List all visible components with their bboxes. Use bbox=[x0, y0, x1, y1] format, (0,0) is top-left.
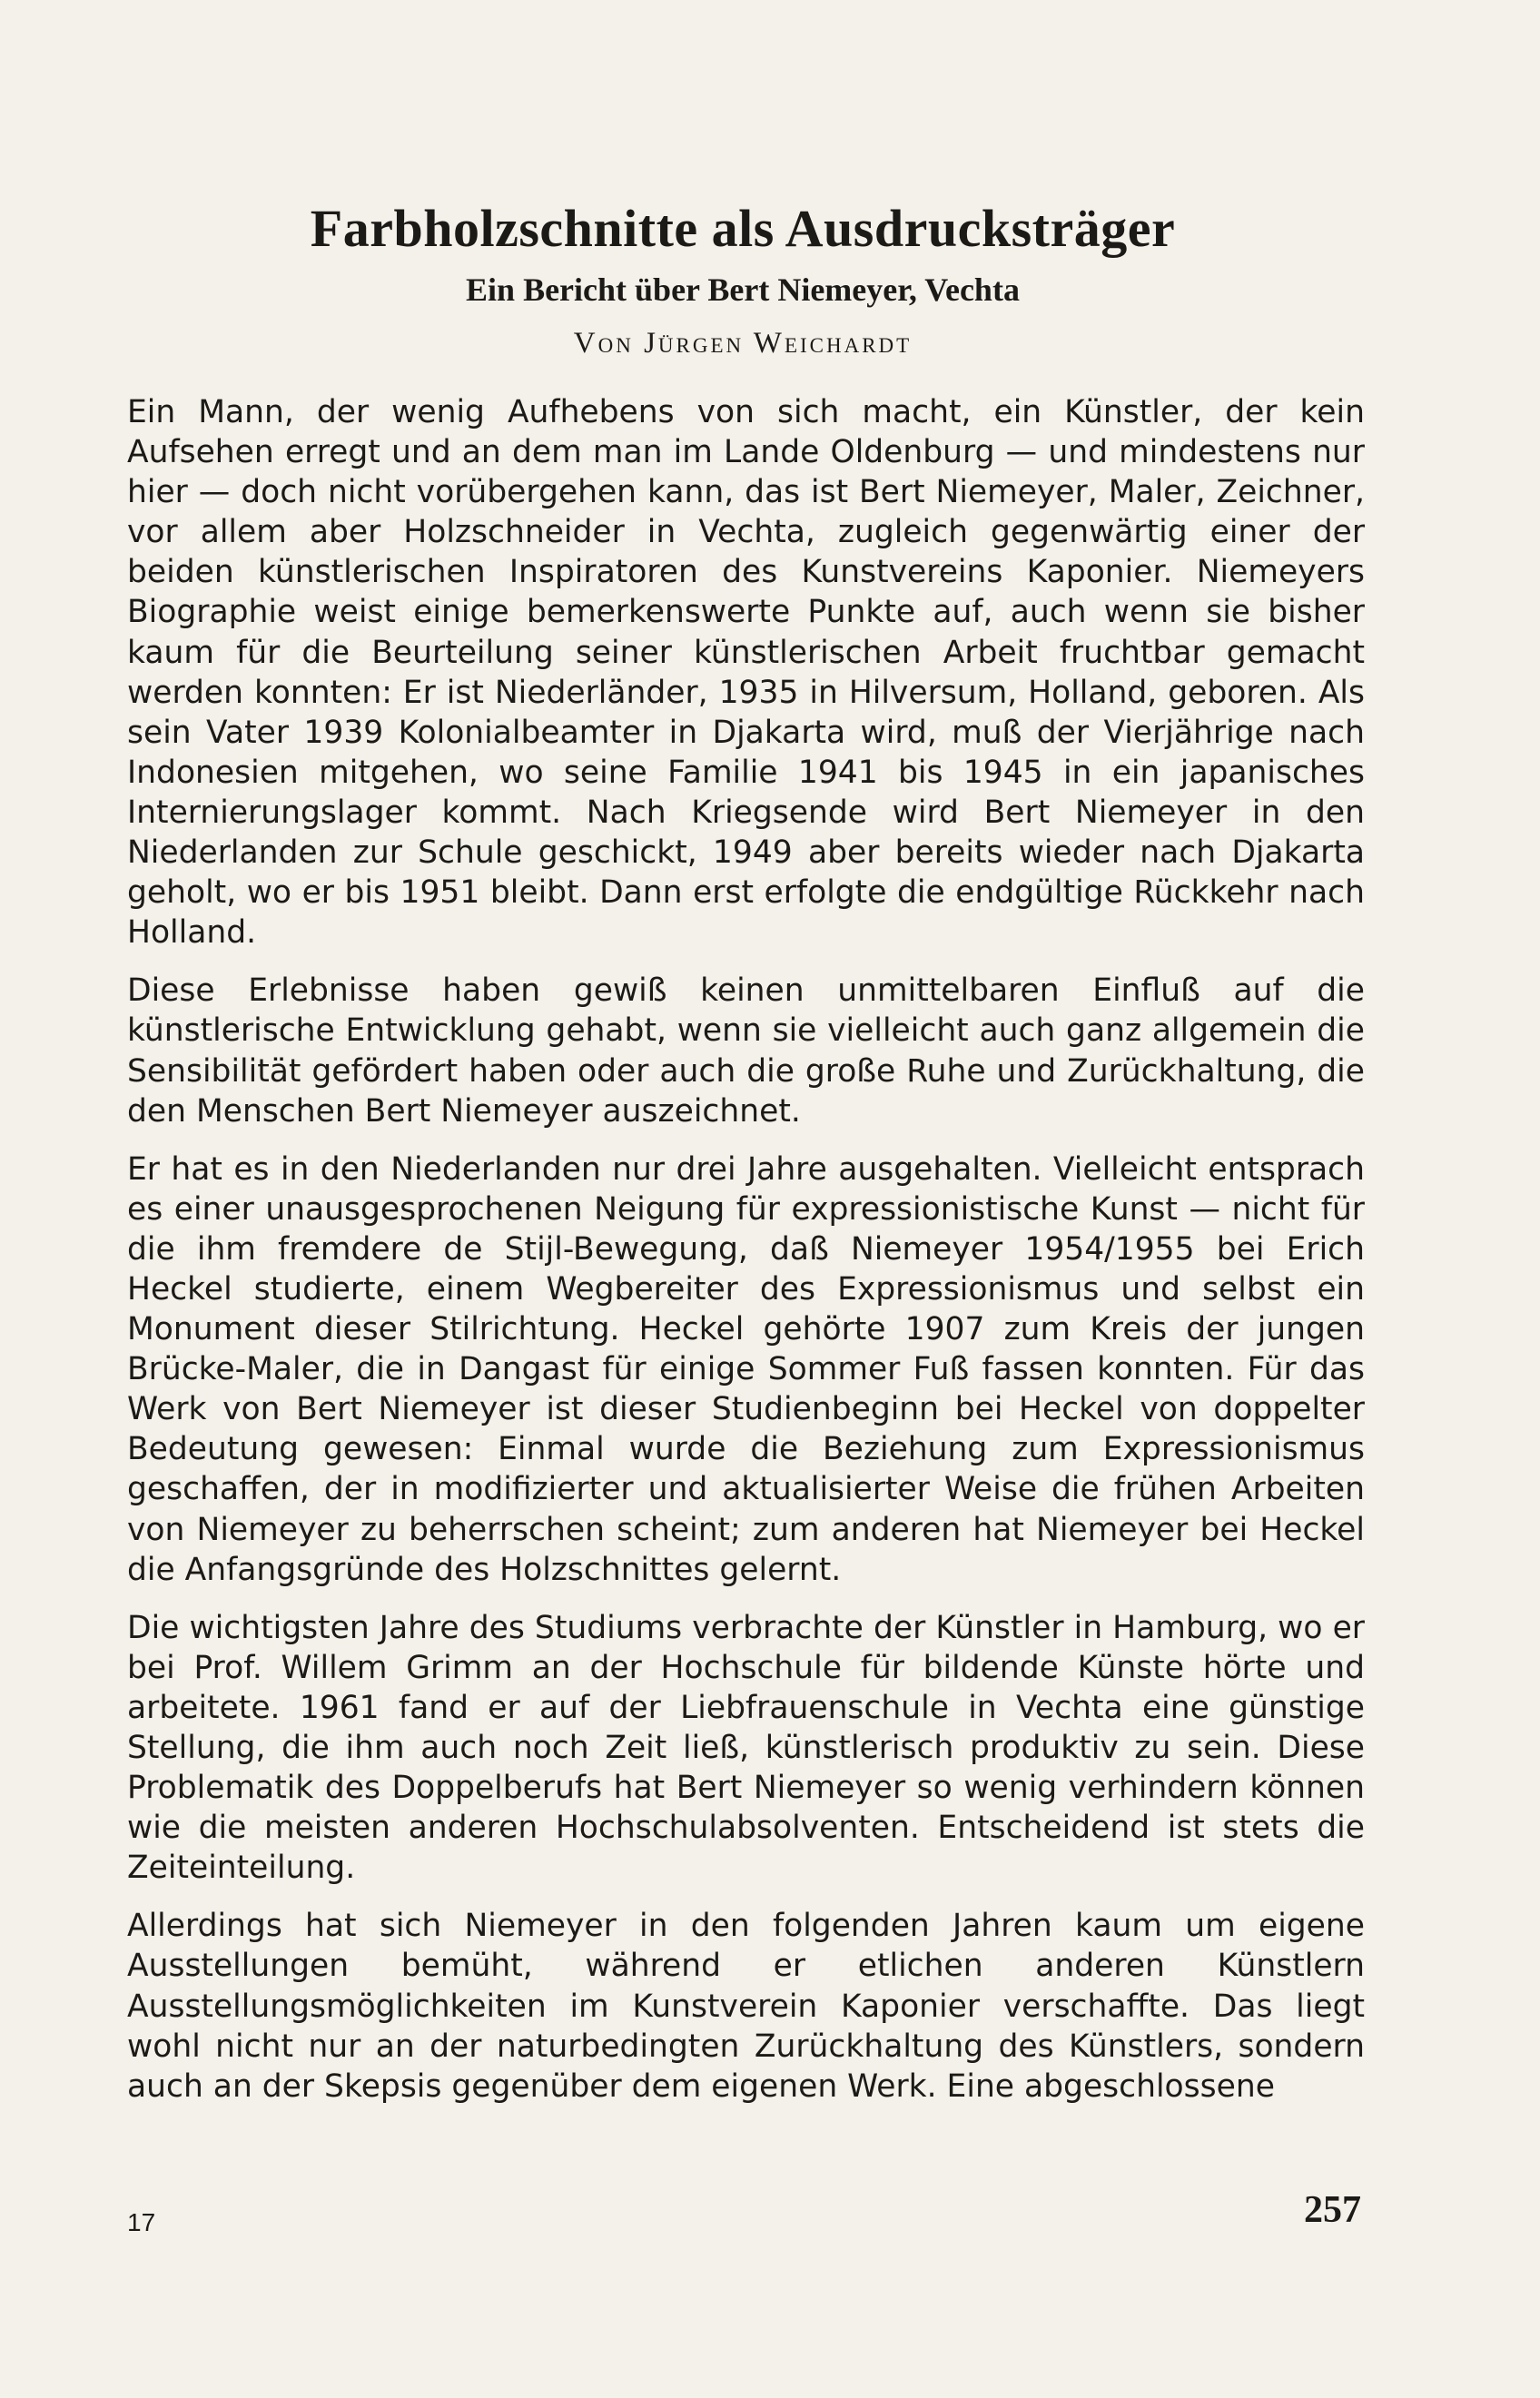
paragraph: Er hat es in den Niederlanden nur drei Jahre ausgehalten. Vielleicht entsprach es einer unausgesprochenen Neigung für expressionistische Kunst — nicht für die ihm fremdere de Stijl-Bewegung, daß Niemeyer 1954/1955 bei Erich Heckel studierte, einem Wegbereiter des Expressionismus und selbst ein Monument dieser Stilrichtung. Heckel gehörte 1907 zum Kreis der jungen Brücke-Maler, die in Dangast für einige Sommer Fuß fassen konnten. Für das Werk von Bert Niemeyer ist dieser Studienbeginn bei Heckel von doppelter Bedeutung gewesen: Einmal wurde die Beziehung zum Expressionismus geschaffen, der in modifizierter und aktualisierter Weise die frühen Arbeiten von Niemeyer zu beherrschen scheint; zum anderen hat Niemeyer bei Heckel die Anfangsgründe des Holzschnittes gelernt. bbox=[127, 1150, 1365, 1588]
paragraph: Diese Erlebnisse haben gewiß keinen unmittelbaren Einfluß auf die künstlerische Entwicklung gehabt, wenn sie vielleicht auch ganz allgemein die Sensibilität gefördert haben oder auch die große Ruhe und Zurückhaltung, die den Menschen Bert Niemeyer auszeichnet. bbox=[127, 972, 1365, 1130]
paragraph: Die wichtigsten Jahre des Studiums verbrachte der Künstler in Hamburg, wo er bei Prof. Willem Grimm an der Hochschule für bildende Künste hörte und arbeitete. 1961 fand er auf der Liebfrauenschule in Vechta eine günstige Stellung, die ihm auch noch Zeit ließ, künstlerisch produktiv zu sein. Diese Problematik des Doppelberufs hat Bert Niemeyer so wenig verhindern können wie die meisten anderen Hochschulabsolventen. Entscheidend ist stets die Zeiteinteilung. bbox=[127, 1609, 1365, 1887]
author-byline: Von Jürgen Weichardt bbox=[573, 327, 913, 360]
article-title: Farbholzschnitte als Ausdrucksträger bbox=[310, 199, 1176, 258]
article-subtitle: Ein Bericht über Bert Niemeyer, Vechta bbox=[466, 271, 1020, 308]
paragraph: Ein Mann, der wenig Aufhebens von sich macht, ein Künstler, der kein Aufsehen erregt und an dem man im Lande Oldenburg — und mindestens nur hier — doch nicht vorübergehen kann, das ist Bert Niemeyer, Maler, Zeichner, vor allem aber Holzschneider in Vechta, zugleich gegenwärtig einer der beiden künstlerischen Inspiratoren des Kunstvereins Kaponier. Niemeyers Biographie weist einige bemerkenswerte Punkte auf, auch wenn sie bisher kaum für die Beurteilung seiner künstlerischen Arbeit fruchtbar gemacht werden konnten: Er ist Niederländer, 1935 in Hilversum, Holland, geboren. Als sein Vater 1939 Kolonialbeamter in Djakarta wird, muß der Vierjährige nach Indonesien mitgehen, wo seine Familie 1941 bis 1945 in ein japanisches Internierungslager kommt. Nach Kriegsende wird Bert Niemeyer in den Niederlanden zur Schule geschickt, 1949 aber bereits wieder nach Djakarta geholt, wo er bis 1951 bleibt. Dann erst erfolgte die endgültige Rückkehr nach Holland. bbox=[127, 394, 1365, 952]
signature-mark: 17 bbox=[127, 2208, 156, 2236]
article-body bbox=[127, 392, 1365, 2125]
paragraph: Allerdings hat sich Niemeyer in den folgenden Jahren kaum um eigene Ausstellungen bemüht, während er etlichen anderen Künstlern Ausstellungsmöglichkeiten im Kunstverein Kaponier verschaffte. Das liegt wohl nicht nur an der naturbedingten Zurückhaltung des Künstlers, sondern auch an der Skepsis gegenüber dem eigenen Werk. Eine abgeschlossene bbox=[127, 1908, 1365, 2105]
page-number: 257 bbox=[1304, 2189, 1361, 2231]
